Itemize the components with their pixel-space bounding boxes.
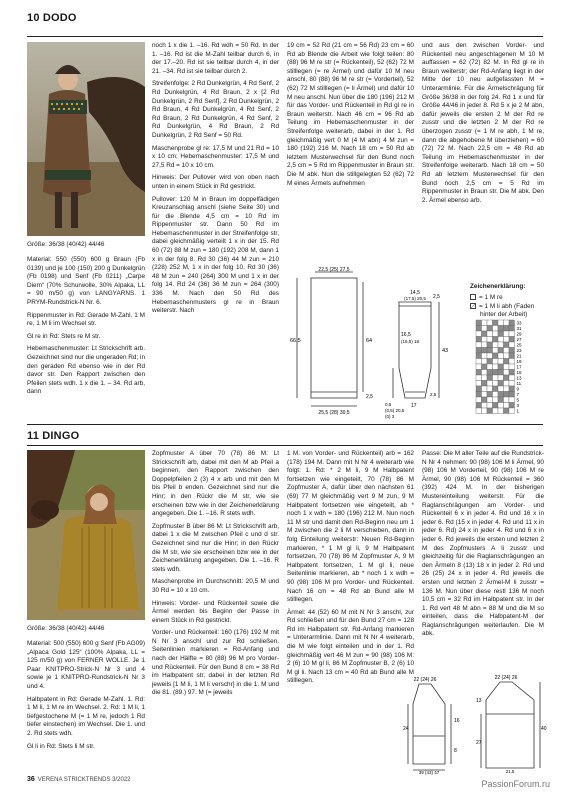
dim-label: 14,5 <box>410 290 420 296</box>
section-rule-top <box>27 36 543 37</box>
chart-cell <box>504 370 510 376</box>
dim-label: 16 <box>454 718 460 724</box>
paragraph: Pullover: 120 M in Braun im doppelfädigen Kreuzanschlag anschl (siehe Seite 30) und für die Blende 4,5 cm = 10 Rd im Rippenmuster str. Dann 50 Rd im Hebemaschenmuster in der Streifenfolge str, dabei gleichmäßig verteilt 1 x in der 15. Rd 60 (72) 88 M zun = 180 (192) 208 M, dann 1 x in der folg 8. Rd 30 (36) 44 M zun = 210 (228) 252 M, 1 x in der folg 10. Rd 30 (36) 48 M zun = 240 (264) 300 M und 1 x in der folg 14. Rd 24 (36) 36 M zun = 264 (300) 336 M. Nach den 50 Rd des Hebemaschenmusters gl re in Braun weiterstr. Nach <box>152 195 279 315</box>
chart-cell <box>498 375 504 381</box>
chart-cell <box>476 353 482 359</box>
dim-label: (0) 3 <box>385 414 395 419</box>
section-title-dingo: 11 DINGO <box>27 430 80 442</box>
chart-cell <box>493 403 499 409</box>
chart-cell <box>482 348 488 354</box>
chart-cell <box>487 320 493 326</box>
dim-label: 39 (43) 47 <box>418 770 440 775</box>
legend-text: = 1 M li abh (Faden hinter der Arbeit) <box>479 302 535 319</box>
dim-label: 43 <box>442 348 449 354</box>
paragraph: Passe: Die M aller Teile auf die Rundstrick-N Nr 4 nehmen: 90 (98) 106 M li Ärmel, 90 (98) 106 M Vorderteil, 90 (98) 106 M re Ärmel, 90 (98) 106 M Rückenteil = 360 (392) 424 M. In der bisherigen Mustereinteilung weiterstr. Für die Raglanschrägungen am Vorder- und Rückenteil 6 x in jeder 4. Rd und 16 x in jeder 6. Rd (15 x in jeder 4. Rd und 11 x in jeder 6. Rd) 24 x in jeder 4. Rd und 6 x in jeder 6. Rd jeweils die ersten und letzten 2 M des Zopfmusters A li zusstr und gleichzeitig für die Raglanschrägungen an den Ärmeln 8 (13) 18 x in jeder 2. Rd und 26 (25) 24 x in jeder 4. Rd jeweils die ersten und letzten 2 Ärmel-M li zusstr = 136 M. Nun über diese restl 136 M noch 10,5 cm = 32 Rd im Halbpatent str. In der 1. Rd vert 48 M abn = 88 M und die M so einteilen, dass die Halbpatent-M der Raglanschrägungen weiterlaufen. Die M abk. <box>422 450 544 638</box>
chart-row-number: 7 <box>516 392 520 397</box>
chart-cell <box>487 397 493 403</box>
chart-cell <box>498 392 504 398</box>
chart-cell <box>482 392 488 398</box>
dim-label: 22 (24) 26 <box>413 677 437 683</box>
chart-cell <box>487 381 493 387</box>
chart-cell <box>482 326 488 332</box>
chart-row-number: 23 <box>516 348 522 353</box>
paragraph: 19 cm = 52 Rd (21 cm = 56 Rd) 23 cm = 60 Rd ab Blende die Arbeit wie folgt teilen: 80 (88) 96 M re str (= Rückenteil), 52 (62) 72 M stilllegen (= re Ärmel) und dafür 10 M neu anschl, 80 (88) 96 M re str (= Vorderteil), 52 (62) 72 M stilllegen (= li Ärmel) und dafür 10 M neu anschl. Nun über die 180 (196) 212 M für das Vorder- und Rückenteil in Rd gl re in Braun weiterstr. Nach 46 cm = 96 Rd ab Teilung im Hebemaschenmuster in der Streifenfolge weiterarb, dabei in der 1. Rd gleichmäßig vert 0 M (4 M abn) 4 M zun = 180 (192) 216 M. Nach 18 cm = 50 Rd ab letztem Musterwechsel für den Bund noch 2,5 cm = 5 Rd im Rippenmuster in Braun str. Die M abk. Nun die stillgelegten 52 (62) 72 M eines Ärmels aufnehmen <box>287 42 414 187</box>
dim-label: 16,5 <box>401 332 411 338</box>
paragraph: Gl li in Rd: Stets li M str. <box>27 742 95 750</box>
chart-cell <box>498 353 504 359</box>
chart-cell <box>487 408 493 414</box>
chart-cell <box>509 392 515 398</box>
chart-row-number: 33 <box>516 320 522 326</box>
paragraph: Halbpatent in Rd: Gerade M-Zahl. 1. Rd: 1 M li, 1 M re im Wechsel. 2. Rd: 1 M li, 1 tiefgestochene M (= 1 M re, jedoch 1 Rd tiefer einstechen) im Wechsel. Die 1. und 2. Rd stets wdh. <box>27 695 145 737</box>
text-column-dingo-4 <box>422 450 544 643</box>
chart-cell <box>487 375 493 381</box>
chart-cell <box>476 392 482 398</box>
chart-cell <box>504 359 510 365</box>
chart-cell <box>487 353 493 359</box>
chart-cell <box>482 375 488 381</box>
chart-cell <box>482 337 488 343</box>
chart-cell <box>476 397 482 403</box>
text-column-dingo-2 <box>152 450 279 702</box>
paragraph: Hinweis: Der Pullover wird von oben nach unten in einem Stück in Rd gestrickt. <box>152 174 279 190</box>
chart-row-number: 15 <box>516 370 522 375</box>
dim-label: 0,5 <box>385 402 392 407</box>
chart-cell <box>487 348 493 354</box>
legend-item <box>470 294 550 302</box>
chart-cell <box>476 403 482 409</box>
chart-cell <box>493 337 499 343</box>
chart-cell <box>504 375 510 381</box>
chart-cell <box>487 342 493 348</box>
chart-cell <box>476 386 482 392</box>
chart-cell <box>504 348 510 354</box>
dim-label: 22,5 (25) 27,5 <box>318 267 350 273</box>
chart-cell <box>487 337 493 343</box>
chart-cell <box>504 386 510 392</box>
chart-cell <box>509 397 515 403</box>
chart-cell <box>493 381 499 387</box>
text-column-dodo-2 <box>152 42 279 320</box>
dim-label: 27 <box>476 740 482 746</box>
chart-cell <box>504 381 510 387</box>
chart-cell <box>504 408 510 414</box>
slip-stitch-symbol-icon <box>470 303 476 309</box>
photo-dingo <box>27 450 145 620</box>
chart-cell <box>493 342 499 348</box>
chart-cell <box>487 326 493 332</box>
text-column-dingo-3 <box>287 450 414 690</box>
chart-cell <box>504 364 510 370</box>
chart-cell <box>482 397 488 403</box>
chart-cell <box>476 364 482 370</box>
chart-cell <box>476 342 482 348</box>
chart-cell <box>509 403 515 409</box>
section-rule-dingo <box>27 424 543 425</box>
dim-label: 2,5 <box>433 294 440 300</box>
text-column-dodo-1 <box>27 256 145 401</box>
chart-cell <box>482 364 488 370</box>
paragraph: 1 M. von Vorder- und Rückenteil) arb = 162 (178) 194 M. Dann mit N Nr 4 weiterarb wie folgt: 1. Rd: * 2 M li, 9 M Halbpatent fortsetzen wie eingeteilt, 70 (78) 86 M Zopfmuster A, dafür über den nächsten 61 (69) 77 M gleichmäßig vert 9 M zun, 9 M Halbpatent fortsetzen wie eingeteilt, ab * noch 1 x wdh = 180 (196) 212 M. Nun noch 11 M str und damit den Rd-Beginn neu um 1 M zwischen die 2 li M verschieben, dann in folg Einteilung weiterstr: Neuen Rd-Beginn markieren, * 1 M gl li, 9 M Halbpatent fortsetzen, 70 (78) 86 M Zopfmuster A, 9 M Halbpatent fortsetzen, 1 M gl li, neue Seitenlinie markieren, ab * noch 1 x wdh = 90 (98) 106 M pro Vorder- und Rückenteil. Nach 16 cm = 48 Rd ab Bund alle M stilllegen. <box>287 450 414 604</box>
chart-cell <box>476 326 482 332</box>
chart-cell <box>509 320 515 326</box>
chart-cell <box>476 359 482 365</box>
chart-cell <box>493 375 499 381</box>
chart-legend <box>470 283 550 320</box>
knitting-chart <box>472 318 552 418</box>
paragraph: Maschenprobe im Durchschnitt: 20,5 M und 30 Rd = 10 x 10 cm. <box>152 578 279 594</box>
chart-cell <box>476 348 482 354</box>
paragraph: Zopfmuster A über 70 (78) 86 M: Lt Strickschrift arb, dabei mit den M ab Pfeil a beginnen, den Rapport zwischen den Doppelpfeilen 2 (3) 4 x arb und mit den M bis Pfeil b enden. Gezeichnet sind nur die Hinr; in den Rückr die M str, wie sie erscheinen bzw wie in der Zeichenerklärung angegeben. Die 1. –16. R stets wdh. <box>152 450 279 518</box>
chart-cell <box>476 408 482 414</box>
chart-cell <box>482 386 488 392</box>
chart-cell <box>504 326 510 332</box>
dim-label: (17,5) 20,5 <box>404 296 426 301</box>
chart-cell <box>482 331 488 337</box>
schematic-body-dingo <box>405 674 477 774</box>
chart-cell <box>504 392 510 398</box>
size-line-dodo: Größe: 36/38 (40/42) 44/46 <box>27 241 105 248</box>
chart-cell <box>498 359 504 365</box>
chart-cell <box>493 397 499 403</box>
chart-cell <box>509 337 515 343</box>
chart-cell <box>482 342 488 348</box>
chart-row-number: 19 <box>516 359 522 364</box>
paragraph: Material: 550 (550) 600 g Braun (Fb 0139) und je 100 (150) 200 g Dunkelgrün (Fb 0198) und Senf (Fb 0211) „Carpe Diem“ (70% Schurwolle, 30% Alpaka, LL = 90 m/50 g) von LANGYARNS. 1 PRYM-Rundstrick-N Nr. 6. <box>27 256 145 306</box>
chart-cell <box>493 370 499 376</box>
chart-cell <box>476 370 482 376</box>
page-number: 36 <box>27 776 35 783</box>
chart-cell <box>504 337 510 343</box>
dim-label: 40 <box>541 726 547 732</box>
chart-cell <box>476 331 482 337</box>
chart-cell <box>493 326 499 332</box>
watermark: PassionForum.ru <box>481 779 550 789</box>
chart-cell <box>493 353 499 359</box>
schematic-body-dodo <box>287 268 379 418</box>
chart-cell <box>498 320 504 326</box>
chart-cell <box>498 408 504 414</box>
chart-cell <box>493 348 499 354</box>
text-column-dingo-1 <box>27 640 145 755</box>
dim-label: 22 (24) 26 <box>494 675 518 681</box>
dim-label: 2,5 <box>366 394 373 400</box>
chart-cell <box>476 381 482 387</box>
chart-cell <box>487 386 493 392</box>
chart-cell <box>509 353 515 359</box>
paragraph: Zopfmuster B über 86 M: Lt Strickschrift arb, dabei 1 x die M zwischen Pfeil c und d str. Gezeichnet sind nur die Hinr; in den Rückr die M str, wie sie erscheinen bzw wie in der Zeichenerklärung angegeben. Die 1. –16. R stets wdh. <box>152 522 279 573</box>
paragraph: Ärmel: 44 (52) 60 M mit N Nr 3 anschl, zur Rd schließen und für den Bund 27 cm = 128 Rd im Halbpatent str. Rd-Anfang markieren = Unterarmlinie. Dann mit N Nr 4 weiterarb, die M wie folgt einteilen und in der 1. Rd gleichmäßig vert 46 M zun = 90 (98) 106 M: 2 (6) 10 M gl li, 86 M Zopfmuster B, 2 (6) 10 M gl li. Nach 13 cm = 40 Rd ab Bund alle M stilllegen. <box>287 608 414 685</box>
schematic-sleeve-dingo <box>478 674 548 774</box>
paragraph: Material: 500 (550) 600 g Senf (Fb AG09) „Alpaca Gold 125“ (100% Alpaka, LL = 125 m/50 g) von FERNER WOLLE. Je 1 Paar KNITPRO-Strick-N Nr 3 und 4 sowie je 1 KNITPRO-Rundstrick-N Nr 3 und 4. <box>27 640 145 690</box>
chart-row-number: 29 <box>516 331 522 337</box>
dim-label: (0,5) 20,5 <box>385 408 405 413</box>
dim-label: 24 <box>403 726 409 732</box>
chart-cell <box>504 320 510 326</box>
section-title-dodo: 10 DODO <box>27 12 77 24</box>
chart-row-number: 3 <box>516 403 520 408</box>
chart-cell <box>493 408 499 414</box>
chart-cell <box>476 320 482 326</box>
chart-cell <box>504 353 510 359</box>
paragraph: Vorder- und Rückenteil: 160 (176) 192 M mit N Nr 3 anschl und zur Rd schließen. Seitenlinien markieren = Rd-Anfang und nach der Hälfte = 80 (88) 96 M pro Vorder- und Rückenteil. Für den Bund 8 cm = 38 Rd im Halbpatent str, dabei in der letzten Rd jeweils [1 M li, 1 M li verschr] in die 1. M und die 81. (89.) 97. M (= jeweils <box>152 629 279 697</box>
chart-cell <box>509 381 515 387</box>
size-line-dingo: Größe: 36/38 (40/42) 44/46 <box>27 625 105 632</box>
dim-label: 8 <box>454 748 457 754</box>
dim-label: 25,5 (28) 30,5 <box>318 410 350 416</box>
page-footer <box>27 776 131 783</box>
chart-cell <box>509 348 515 354</box>
chart-cell <box>498 326 504 332</box>
paragraph: Maschenprobe gl re: 17,5 M und 21 Rd = 10 x 10 cm; Hebemaschenmuster: 17,5 M und 27,5 Rd = 10 x 10 cm. <box>152 144 279 169</box>
chart-row-number: 25 <box>516 342 522 348</box>
chart-cell <box>493 364 499 370</box>
paragraph: Hinweis: Vorder- und Rückenteil sowie die Ärmel werden bis Beginn der Passe in einem Stück in Rd gestrickt. <box>152 599 279 624</box>
chart-row-number: 5 <box>516 397 520 403</box>
chart-cell <box>482 353 488 359</box>
chart-cell <box>504 397 510 403</box>
chart-row-number: 27 <box>516 337 522 342</box>
chart-cell <box>498 364 504 370</box>
chart-cell <box>498 397 504 403</box>
dim-label: (16,5) 18 <box>401 339 420 344</box>
chart-cell <box>493 392 499 398</box>
chart-cell <box>504 342 510 348</box>
text-column-dodo-4 <box>422 42 544 209</box>
dim-label: 66,5 <box>290 338 301 344</box>
chart-cell <box>493 359 499 365</box>
chart-cell <box>509 326 515 332</box>
paragraph: Hebemaschenmuster: Lt Strickschrift arb. Gezeichnet sind nur die ungeraden Rd; in den geraden Rd ebenso wie in der Rd davor str. Den Rapport zwischen den Pfeilen stets wdh. 1 x die 1. – 34. Rd arb, dann <box>27 345 145 396</box>
paragraph: Rippenmuster in Rd: Gerade M-Zahl. 1 M re, 1 M li im Wechsel str. <box>27 311 145 328</box>
chart-cell <box>476 375 482 381</box>
chart-cell <box>482 381 488 387</box>
chart-cell <box>482 320 488 326</box>
chart-cell <box>498 331 504 337</box>
chart-cell <box>498 370 504 376</box>
paragraph: Streifenfolge: 2 Rd Dunkelgrün, 4 Rd Senf, 2 Rd Dunkelgrün, 4 Rd Braun, 2 x [2 Rd Dunkelgrün, 2 Rd Senf], 2 Rd Dunkelgrün, 2 Rd Braun, 4 Rd Dunkelgrün, 4 Rd Senf, 2 Rd Braun, 2 Rd Dunkelgrün, 4 Rd Senf, 2 Rd Dunkelgrün, 4 Rd Braun, 2 Rd Dunkelgrün, 2 Rd Senf = 50 Rd. <box>152 80 279 139</box>
chart-cell <box>487 370 493 376</box>
knit-symbol-icon <box>470 294 476 300</box>
chart-cell <box>493 320 499 326</box>
magazine-name: VERENA STRICKTRENDS 3/2022 <box>37 777 131 783</box>
chart-cell <box>482 370 488 376</box>
chart-row-number: 13 <box>516 375 522 381</box>
chart-row-number: 21 <box>516 353 522 359</box>
schematic-sleeve-dodo <box>385 290 453 420</box>
chart-cell <box>487 331 493 337</box>
legend-title: Zeichenerklärung: <box>470 283 526 290</box>
chart-cell <box>482 359 488 365</box>
dim-label: 2,5 <box>430 392 437 397</box>
photo-dodo <box>27 42 145 236</box>
paragraph: und aus den zwischen Vorder- und Rückenteil neu angeschlagenen M 10 M auffassen = 62 (72) 82 M. In Rd gl re in Braun weiterstr; der Rd-Anfang liegt in der Mitte der 10 neu aufgefassten M = Unterarmlinie. Für die Ärmelschrägung für Größe 36/38 in der folg 24. Rd 1 x und für Größe 44/46 in jeder 8. Rd 5 x je 2 M abn, dafür jeweils die ersten 2 M der Rd re zusstr und die letzten 2 M der Rd re überzogen zusstr (= 1 M re abh, 1 M re, dann die abgehobene M überziehen) = 60 (72) 72 M. Nach 22,5 cm = 48 Rd ab Teilung im Hebemaschenmuster in der Streifenfolge weiterarb. Nach 18 cm = 50 Rd ab letztem Musterwechsel für den Bund noch 2,5 cm = 5 Rd im Rippenmuster in Braun str. Die M abk. Den 2. Ärmel ebenso arb. <box>422 42 544 204</box>
chart-cell <box>498 386 504 392</box>
legend-text: = 1 M re <box>479 294 503 302</box>
chart-cell <box>482 403 488 409</box>
chart-cell <box>509 386 515 392</box>
chart-cell <box>476 337 482 343</box>
chart-cell <box>498 337 504 343</box>
chart-row-number: 17 <box>516 364 522 370</box>
chart-cell <box>482 408 488 414</box>
dim-label: 64 <box>366 338 373 344</box>
dim-label: 21,5 <box>505 769 515 774</box>
chart-row-number: 11 <box>516 381 522 386</box>
chart-cell <box>509 408 515 414</box>
chart-cell <box>493 386 499 392</box>
paragraph: Gl re in Rd: Stets re M str. <box>27 332 101 340</box>
chart-cell <box>493 331 499 337</box>
chart-cell <box>509 331 515 337</box>
chart-cell <box>487 359 493 365</box>
chart-cell <box>487 392 493 398</box>
chart-cell <box>504 331 510 337</box>
chart-cell <box>509 375 515 381</box>
text-column-dodo-3 <box>287 42 414 192</box>
chart-cell <box>498 381 504 387</box>
chart-cell <box>509 364 515 370</box>
paragraph: noch 1 x die 1. –16. Rd wdh = 50 Rd. In der 1. –16. Rd ist die M-Zahl teilbar durch 6, in der 17.–20. Rd ist sie teilbar durch 4, in der 21. –34. Rd ist sie teilbar durch 2. <box>152 42 279 75</box>
chart-cell <box>498 348 504 354</box>
section-rule-dingo-bottom <box>27 445 543 446</box>
chart-cell <box>498 403 504 409</box>
chart-cell <box>504 403 510 409</box>
chart-row-number: 1 <box>516 408 520 414</box>
chart-cell <box>487 364 493 370</box>
chart-cell <box>509 342 515 348</box>
dim-label: 13 <box>476 698 482 704</box>
chart-cell <box>509 359 515 365</box>
chart-cell <box>487 403 493 409</box>
chart-cell <box>509 370 515 376</box>
chart-row-number: 31 <box>516 326 522 331</box>
dim-label: 17 <box>411 403 417 409</box>
chart-row-number: 9 <box>516 386 520 392</box>
chart-cell <box>498 342 504 348</box>
